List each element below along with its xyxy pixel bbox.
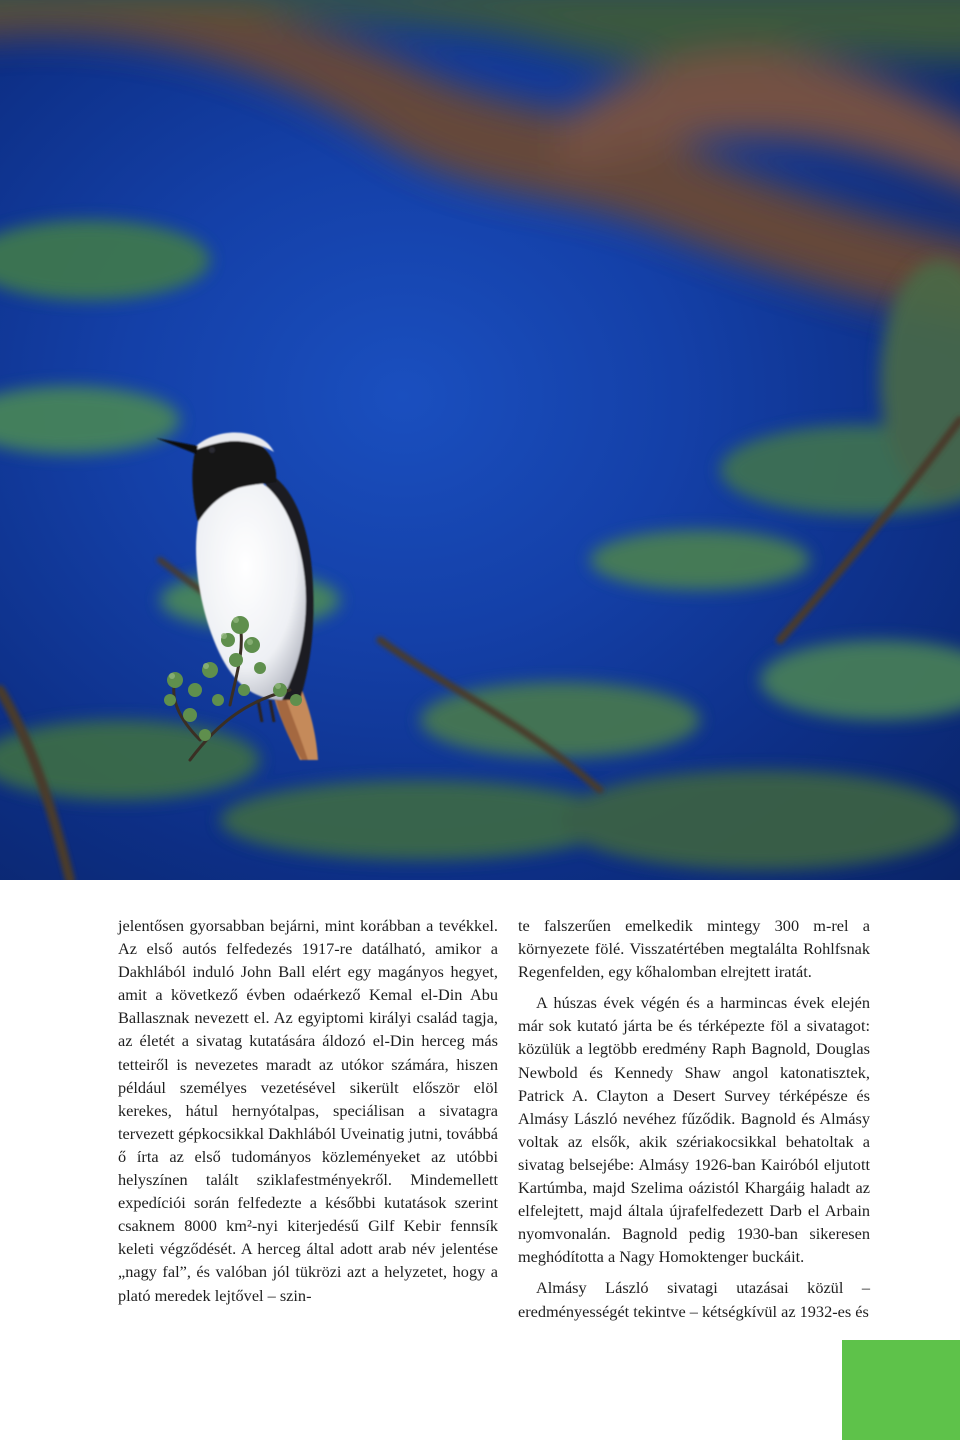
paragraph: A húszas évek végén és a harmincas évek elején már sok kutató járta be és térképezte föl a sivatagot: közülük a legtöbb eredmény Raph Bagnold, Douglas Newbold és Kennedy Shaw angol katonatisztek, Patrick A. Clayton a Desert Survey térképésze és Almásy László nevéhez fűződik. Bagnold és Almásy voltak az elsők, akik szériakocsikkal behatoltak a sivatag belsejébe: Almásy 1926-ban Kairóból eljutott Kartúmba, majd Szelima oázistól Khargáig haladt az elfelejtett, majd általa újrafelfedezett Darb el Arbain nyomvonalán. Bagnold pedig 1930-ban sikeresen meghódította a Nagy Homoktenger buckáit.: [518, 993, 870, 1267]
paragraph: jelentősen gyorsabban bejárni, mint korábban a tevékkel. Az első autós felfedezés 1917-re datálható, amikor a Dakhlából induló John Ball elért egy magányos hegyet, amit a következő évben odaérkező Kemal el-Din Abu Ballasznak nevezett el. Az egyiptomi királyi család tagja, az életét a sivatag kutatására áldozó el-Din herceg más tetteiről is nevezetes maradt az utókor számára, hiszen például személyes vezetésével sikerült először elöl kerekes, hátul hernyótalpas, speciálisan a sivatagra tervezett gépkocsikkal Dakhlából Uveinatig jutni, továbbá ő írta az első tudományos közleményeket az utóbbi helyszínen talált sziklafestményekről. Mindemellett expedíciói során felfedezte a későbbi kutatások szerint csaknem 8000 km²-nyi kiterjedésű Gilf Kebir fennsík keleti végződését. A herceg által adott arab név jelentése „nagy fal”, és valóban jól tükrözi azt a helyzetet, hogy a plató meredek lejtővel – szin-: [118, 916, 498, 1305]
text-column-left: [118, 914, 498, 1307]
page-number: 35: [841, 1370, 887, 1412]
text-column-right: [518, 914, 870, 1323]
paragraph: te falszerűen emelkedik mintegy 300 m-rel a környezete fölé. Visszatértében megtalálta Rohlfsnak Regenfelden, egy kőhalomban elrejtett iratát.: [518, 916, 870, 982]
paragraph: Almásy László sivatagi utazásai közül – eredményességét tekintve – kétségkívül az 1932-es és: [518, 1278, 870, 1321]
